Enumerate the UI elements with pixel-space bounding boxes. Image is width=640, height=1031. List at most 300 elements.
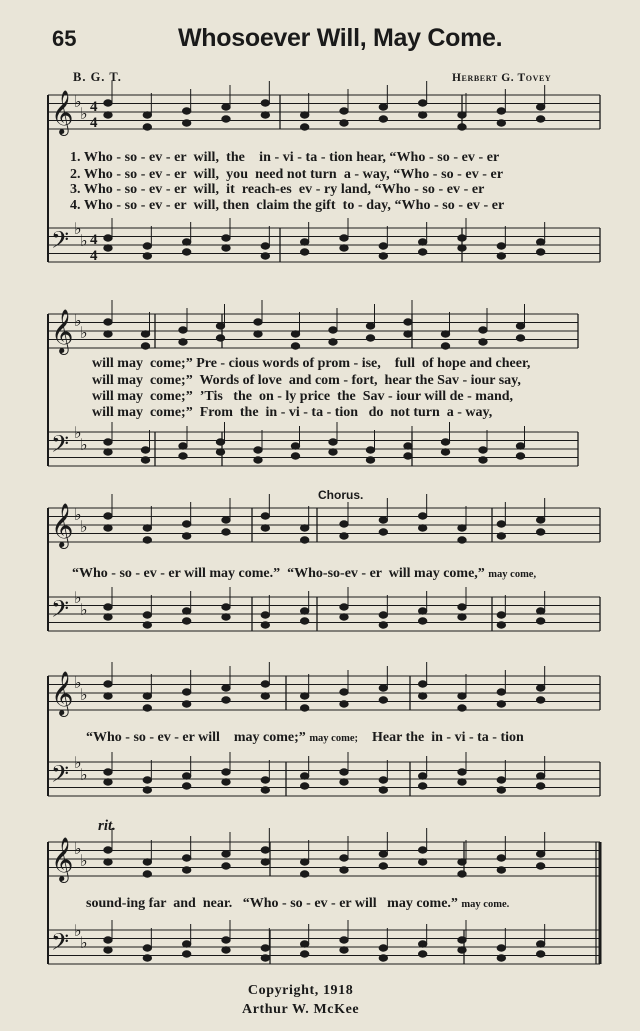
note-head [366,335,374,341]
treble-clef: 𝄞 [51,90,74,134]
chorus-lyric-text-b: Hear the in - vi - ta - tion [372,730,524,745]
note-head [404,453,412,459]
note-head [182,120,190,126]
note-head [222,517,230,523]
note-head [458,604,466,610]
note-head [300,537,308,543]
note-head [141,457,149,463]
note-head [104,847,112,853]
note-head [300,783,308,789]
treble-clef: 𝄞 [51,503,74,547]
chorus-lyric-text: “Who - so - ev - er will may come.” “Who-so-ev - er will may come,” [72,566,485,581]
note-head [379,104,387,110]
note-head [458,693,466,699]
note-head [300,239,308,245]
note-head [536,851,544,857]
bass-clef: 𝄢 [51,430,70,463]
system2-verse-3: will may come;” ’Tis the on - ly price the Sav - iour will de - mand, [92,389,514,404]
note-head [143,253,151,259]
flat-sign: ♭ [74,923,82,940]
note-head [222,769,230,775]
note-head [379,945,387,951]
note-head [536,951,544,957]
note-head [536,863,544,869]
note-head [497,533,505,539]
note-head [254,331,262,337]
note-head [536,529,544,535]
note-head [516,443,524,449]
note-head [418,249,426,255]
note-head [222,245,230,251]
treble-clef: 𝄞 [51,309,74,353]
note-head [300,249,308,255]
note-head [261,513,269,519]
verse-1-line: 1. Who - so - ev - er will, the in - vi - ta - tion hear, “Who - so - ev - er [70,150,500,165]
note-head [536,618,544,624]
flat-sign: ♭ [80,687,88,704]
note-head [458,124,466,130]
flat-sign: ♭ [80,233,88,250]
note-head [418,783,426,789]
note-head [143,243,151,249]
note-head [104,937,112,943]
flat-sign: ♭ [74,425,82,442]
note-head [300,951,308,957]
note-head [418,513,426,519]
note-head [418,681,426,687]
note-head [261,955,269,961]
note-head [379,612,387,618]
note-head [182,783,190,789]
flat-sign: ♭ [74,841,82,858]
flat-sign: ♭ [74,313,82,330]
note-head [516,323,524,329]
note-head [479,457,487,463]
note-head [340,604,348,610]
note-head [536,608,544,614]
note-head [536,104,544,110]
time-signature: 4 [90,115,98,131]
hymn-title: Whosoever Will, May Come. [178,24,503,52]
note-head [143,537,151,543]
note-head [340,614,348,620]
note-head [179,339,187,345]
note-head [418,100,426,106]
note-head [222,947,230,953]
flat-sign: ♭ [80,935,88,952]
note-head [261,100,269,106]
note-head [340,937,348,943]
note-head [261,777,269,783]
note-head [300,124,308,130]
note-head [182,533,190,539]
note-head [418,112,426,118]
note-head [222,851,230,857]
note-head [182,608,190,614]
note-head [216,335,224,341]
note-head [536,249,544,255]
note-head [182,701,190,707]
note-head [182,855,190,861]
note-head [458,779,466,785]
note-head [104,112,112,118]
note-head [497,689,505,695]
note-head [418,693,426,699]
note-head [497,253,505,259]
note-head [340,108,348,114]
note-head [143,955,151,961]
note-head [300,618,308,624]
note-head [104,779,112,785]
note-head [143,124,151,130]
note-head [458,525,466,531]
note-head [222,779,230,785]
flat-sign: ♭ [80,853,88,870]
treble-clef: 𝄞 [51,837,74,881]
note-head [340,235,348,241]
note-head [458,245,466,251]
flat-sign: ♭ [74,507,82,524]
note-head [143,693,151,699]
note-head [458,947,466,953]
note-head [222,685,230,691]
note-head [497,612,505,618]
time-signature: 4 [90,232,98,248]
note-head [222,116,230,122]
treble-clef: 𝄞 [51,671,74,715]
note-head [143,787,151,793]
note-head [366,323,374,329]
note-head [379,697,387,703]
note-head [104,100,112,106]
note-head [179,443,187,449]
note-head [340,245,348,251]
note-head [104,769,112,775]
note-head [497,855,505,861]
note-head [104,604,112,610]
bass-clef: 𝄢 [51,760,70,793]
page-number: 65 [52,26,77,51]
note-head [291,443,299,449]
chorus-lyric-line-2 [86,730,524,746]
note-head [104,449,112,455]
note-head [182,867,190,873]
note-head [497,955,505,961]
note-head [182,108,190,114]
flat-sign: ♭ [80,602,88,619]
note-head [379,787,387,793]
note-head [261,525,269,531]
note-head [441,343,449,349]
note-head [261,112,269,118]
note-head [516,453,524,459]
note-head [379,116,387,122]
chorus-lyric-line-1 [72,566,536,582]
note-head [216,449,224,455]
note-head [261,622,269,628]
note-head [104,439,112,445]
note-head [497,120,505,126]
note-head [497,867,505,873]
note-head [458,235,466,241]
note-head [141,343,149,349]
note-head [143,859,151,865]
note-head [497,787,505,793]
note-head [261,612,269,618]
note-head [254,319,262,325]
flat-sign: ♭ [80,437,88,454]
note-head [182,941,190,947]
note-head [497,701,505,707]
note-head [536,697,544,703]
note-head [404,443,412,449]
bass-clef: 𝄢 [51,226,70,259]
note-head [379,622,387,628]
note-head [182,618,190,624]
note-head [340,533,348,539]
note-head [536,116,544,122]
note-head [300,608,308,614]
note-head [104,947,112,953]
note-head [497,108,505,114]
note-head [300,773,308,779]
note-head [458,705,466,711]
note-head [104,235,112,241]
note-head [404,319,412,325]
note-head [143,777,151,783]
note-head [182,951,190,957]
note-head [458,614,466,620]
note-head [261,787,269,793]
flat-sign: ♭ [74,221,82,238]
note-head [497,622,505,628]
note-head [143,112,151,118]
note-head [497,521,505,527]
note-head [182,239,190,245]
note-head [104,513,112,519]
flat-sign: ♭ [80,106,88,123]
note-head [104,319,112,325]
note-head [104,614,112,620]
note-head [261,681,269,687]
flat-sign: ♭ [74,590,82,607]
note-head [329,339,337,345]
note-head [458,859,466,865]
note-head [300,693,308,699]
copyright-year: Copyright, 1918 [247,983,354,998]
note-head [479,327,487,333]
verse-4-line: 4. Who - so - ev - er will, then claim the gift to - day, “Who - so - ev - er [70,198,505,213]
note-head [379,243,387,249]
note-head [340,701,348,707]
note-head [458,112,466,118]
note-head [291,453,299,459]
bass-clef: 𝄢 [51,928,70,961]
note-head [379,863,387,869]
system2-verse-4: will may come;” From the in - vi - ta - tion do not turn a - way, [92,405,493,420]
flat-sign: ♭ [80,325,88,342]
final-lyric-line [86,896,509,912]
note-head [458,937,466,943]
note-head [143,705,151,711]
note-head [222,604,230,610]
note-head [261,847,269,853]
echo-lyric-3: may come. [461,899,510,910]
note-head [261,693,269,699]
note-head [182,521,190,527]
copyright-owner: Arthur W. McKee [242,1002,360,1017]
note-head [340,779,348,785]
note-head [379,253,387,259]
flat-sign: ♭ [74,755,82,772]
note-head [104,859,112,865]
flat-sign: ♭ [80,767,88,784]
note-head [179,453,187,459]
note-head [141,331,149,337]
final-lyric-text: sound-ing far and near. “Who - so - ev - er will may come.” [86,896,458,911]
composer-credit: Herbert G. Tovey [452,72,552,84]
note-head [182,249,190,255]
note-head [458,769,466,775]
note-head [216,323,224,329]
echo-lyric-2: may come; [309,733,358,744]
verse-2-line: 2. Who - so - ev - er will, you need not turn a - way, “Who - so - ev - er [70,167,504,182]
time-signature: 4 [90,248,98,264]
note-head [497,243,505,249]
flat-sign: ♭ [74,675,82,692]
note-head [141,447,149,453]
note-head [418,773,426,779]
flat-sign: ♭ [80,519,88,536]
note-head [340,947,348,953]
system2-verse-2: will may come;” Words of love and com - fort, hear the Sav - iour say, [92,373,521,388]
note-head [418,941,426,947]
note-head [104,693,112,699]
note-head [291,331,299,337]
note-head [300,705,308,711]
note-head [404,331,412,337]
note-head [104,681,112,687]
note-head [441,449,449,455]
note-head [379,529,387,535]
lyricist-credit: B. G. T. [73,70,122,84]
note-head [379,685,387,691]
note-head [222,529,230,535]
note-head [329,439,337,445]
note-head [418,239,426,245]
note-head [516,335,524,341]
note-head [366,457,374,463]
note-head [300,941,308,947]
note-head [479,447,487,453]
note-head [340,769,348,775]
note-head [143,871,151,877]
note-head [222,937,230,943]
note-head [418,525,426,531]
note-head [182,773,190,779]
note-head [143,622,151,628]
note-head [222,235,230,241]
note-head [418,847,426,853]
note-head [261,859,269,865]
note-head [458,537,466,543]
note-head [261,945,269,951]
note-head [418,951,426,957]
note-head [340,689,348,695]
note-head [458,871,466,877]
note-head [340,521,348,527]
note-head [441,331,449,337]
note-head [536,517,544,523]
note-head [222,104,230,110]
note-head [261,243,269,249]
chorus-label: Chorus. [318,488,364,502]
ritardando-mark: rit. [98,818,116,834]
note-head [254,457,262,463]
note-head [254,447,262,453]
note-head [441,439,449,445]
note-head [182,689,190,695]
note-head [104,331,112,337]
note-head [536,783,544,789]
note-head [340,855,348,861]
flat-sign: ♭ [74,94,82,111]
copyright-notice [242,981,359,1019]
system2-verse-1: will may come;” Pre - cious words of prom - ise, full of hope and cheer, [92,356,531,371]
note-head [222,614,230,620]
note-head [418,618,426,624]
note-head [300,859,308,865]
note-head [379,955,387,961]
note-head [536,773,544,779]
note-head [340,120,348,126]
note-head [497,945,505,951]
note-head [379,517,387,523]
time-signature: 4 [90,99,98,115]
note-head [418,859,426,865]
note-head [104,525,112,531]
note-head [366,447,374,453]
note-head [143,945,151,951]
note-head [536,685,544,691]
note-head [222,697,230,703]
note-head [340,867,348,873]
note-head [329,327,337,333]
note-head [379,777,387,783]
note-head [143,612,151,618]
note-head [536,239,544,245]
note-head [300,871,308,877]
note-head [300,525,308,531]
chorus-lyric-text-a: “Who - so - ev - er will may come;” [86,730,306,745]
note-head [379,851,387,857]
note-head [216,439,224,445]
note-head [479,339,487,345]
note-head [222,863,230,869]
note-head [291,343,299,349]
note-head [329,449,337,455]
note-head [179,327,187,333]
note-head [300,112,308,118]
bass-clef: 𝄢 [51,595,70,628]
note-head [497,777,505,783]
note-head [261,253,269,259]
note-head [143,525,151,531]
note-head [536,941,544,947]
echo-lyric: may come, [488,569,537,580]
note-head [418,608,426,614]
verse-3-line: 3. Who - so - ev - er will, it reach-es ev - ry land, “Who - so - ev - er [70,182,485,197]
